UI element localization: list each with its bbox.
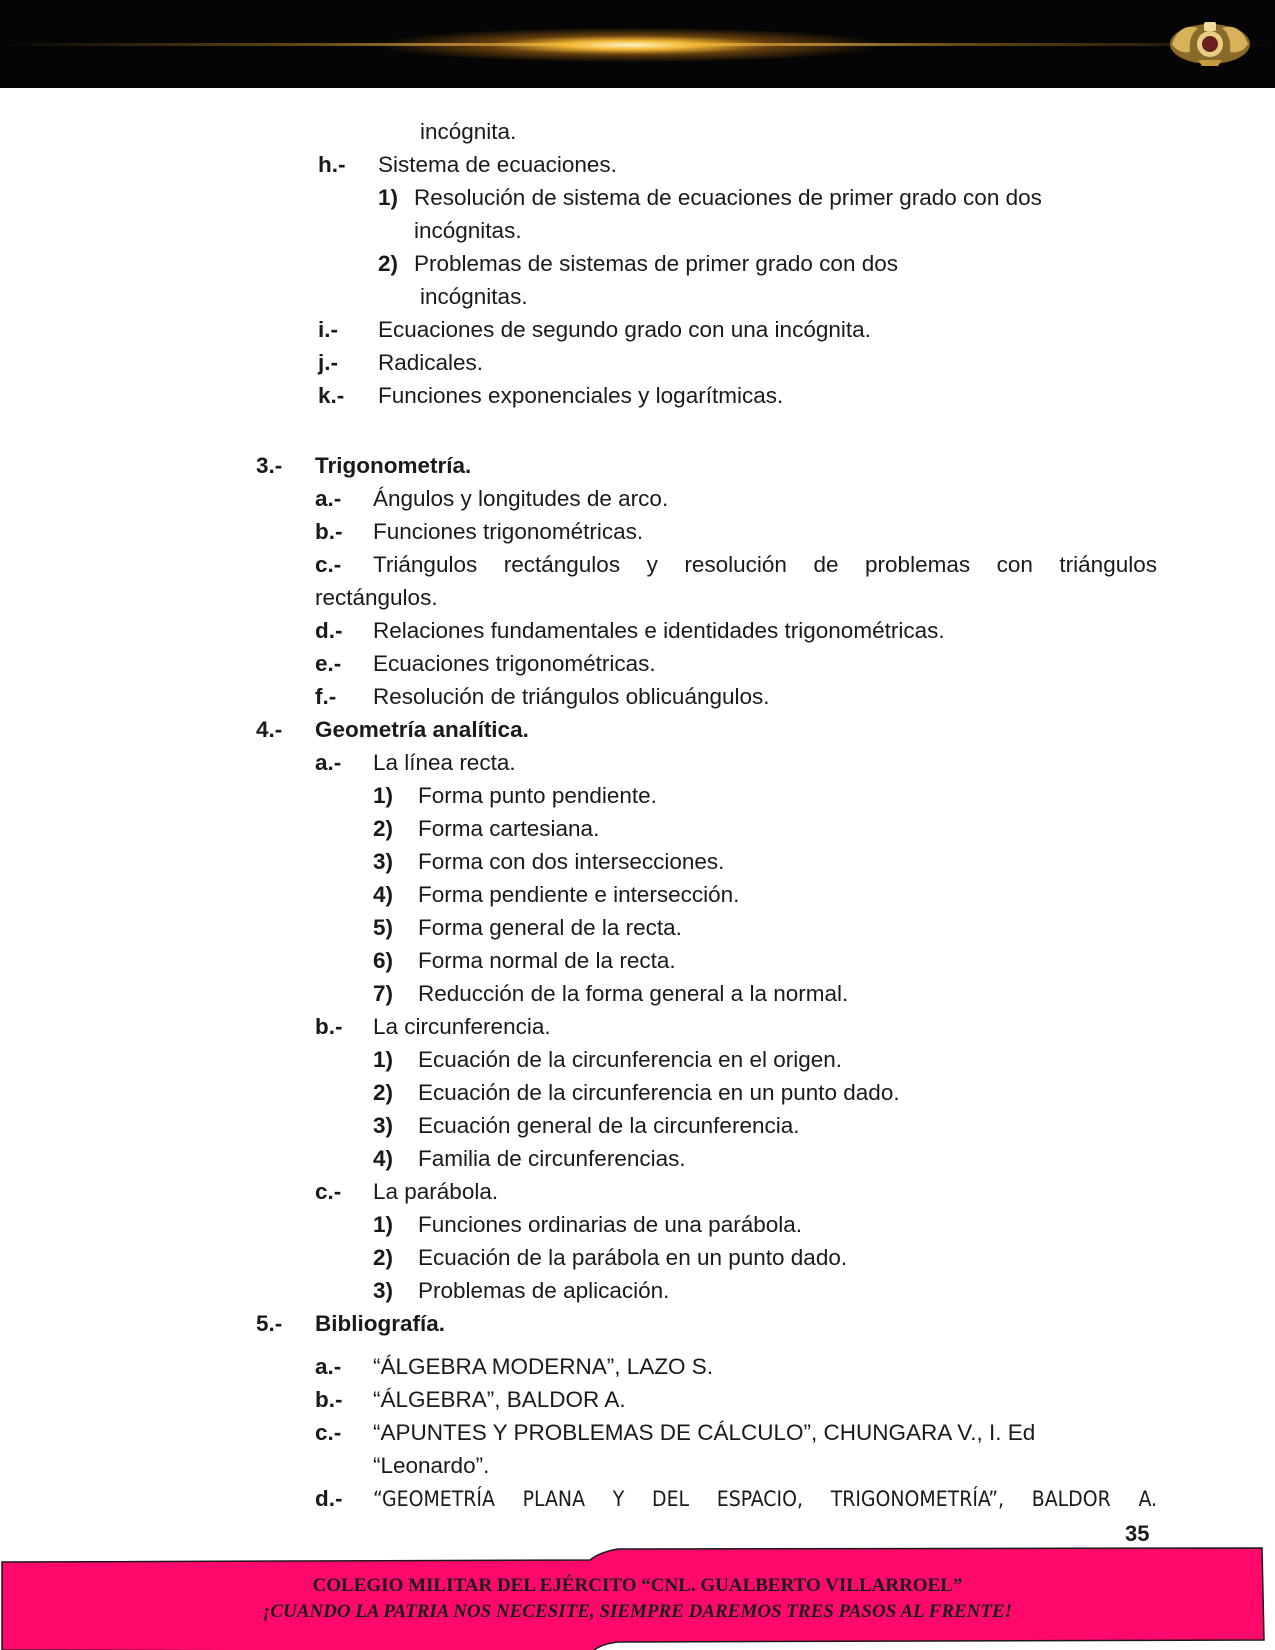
bibliography-entry-continued: “Leonardo”. [373, 1453, 490, 1478]
item-label: d.- [315, 618, 343, 643]
item-label: f.- [315, 684, 337, 709]
item-label: e.- [315, 651, 342, 676]
subitem-number: 2) [373, 816, 394, 841]
bibliography-label: d.- [315, 1486, 343, 1511]
item-text: Ángulos y longitudes de arco. [373, 486, 669, 511]
subitem-text: Funciones ordinarias de una parábola. [418, 1212, 803, 1237]
bibliography-entry: “APUNTES Y PROBLEMAS DE CÁLCULO”, CHUNGARA V., I. Ed [373, 1420, 1036, 1445]
subitem-text: Reducción de la forma general a la normal. [418, 981, 849, 1006]
item-text: Ecuaciones trigonométricas. [373, 651, 656, 676]
subitem-number: 4) [373, 882, 394, 907]
item-text: La circunferencia. [373, 1014, 551, 1039]
subitem-number: 2) [373, 1245, 394, 1270]
item-label: c.- [315, 1179, 342, 1204]
subitem-number: 7) [373, 981, 394, 1006]
item-text: La parábola. [373, 1179, 499, 1204]
subitem-text: Resolución de sistema de ecuaciones de primer grado con dos [414, 185, 1042, 210]
item-text: La línea recta. [373, 750, 516, 775]
item-label: b.- [315, 1014, 343, 1039]
footer-motto: ¡CUANDO LA PATRIA NOS NECESITE, SIEMPRE DAREMOS TRES PASOS AL FRENTE! [262, 1601, 1013, 1622]
subitem-number: 5) [373, 915, 394, 940]
subitem-number: 3) [373, 1113, 394, 1138]
item-label: a.- [315, 486, 342, 511]
section-title-bibliografia: Bibliografía. [315, 1311, 446, 1336]
item-text-j: Radicales. [378, 350, 484, 375]
section-number-5: 5.- [256, 1311, 283, 1336]
subitem-text: Forma pendiente e intersección. [418, 882, 740, 907]
subitem-text: Forma punto pendiente. [418, 783, 657, 808]
subitem-text-continued: incógnitas. [414, 218, 522, 243]
subitem-text: Forma general de la recta. [418, 915, 682, 940]
subitem-number: 6) [373, 948, 394, 973]
item-label-j: j.- [318, 350, 338, 375]
subitem-number: 1) [373, 1212, 394, 1237]
header-light-glow [380, 28, 880, 62]
subitem-text: Ecuación de la circunferencia en un punto dado. [418, 1080, 900, 1105]
bibliography-label: a.- [315, 1354, 342, 1379]
subitem-number: 3) [373, 1278, 394, 1303]
subitem-text: Familia de circunferencias. [418, 1146, 686, 1171]
subitem-text: Forma cartesiana. [418, 816, 600, 841]
bibliography-entry: “ÁLGEBRA MODERNA”, LAZO S. [373, 1354, 714, 1379]
subitem-number: 2) [373, 1080, 394, 1105]
continuation-text: incógnita. [420, 119, 517, 144]
item-text: Relaciones fundamentales e identidades trigonométricas. [373, 618, 945, 643]
subitem-text: Problemas de sistemas de primer grado con dos [414, 251, 898, 276]
subitem-number: 1) [378, 185, 399, 210]
subitem-number: 3) [373, 849, 394, 874]
item-text-h: Sistema de ecuaciones. [378, 152, 617, 177]
item-label: b.- [315, 519, 343, 544]
item-text-i: Ecuaciones de segundo grado con una incógnita. [378, 317, 871, 342]
subitem-text: Forma normal de la recta. [418, 948, 676, 973]
item-text: Triángulos rectángulos y resolución de problemas con triángulos [373, 552, 1157, 577]
subitem-text: Ecuación de la circunferencia en el origen. [418, 1047, 843, 1072]
item-text-continued: rectángulos. [315, 585, 438, 610]
item-text-k: Funciones exponenciales y logarítmicas. [378, 383, 784, 408]
item-label: c.- [315, 552, 342, 577]
subitem-number: 1) [373, 783, 394, 808]
military-crest-icon [1168, 14, 1252, 68]
subitem-number: 4) [373, 1146, 394, 1171]
subitem-text: Ecuación general de la circunferencia. [418, 1113, 800, 1138]
subitem-text-continued: incógnitas. [420, 284, 528, 309]
bibliography-entry: “GEOMETRÍA PLANA Y DEL ESPACIO, TRIGONOMETRÍA”, BALDOR A. [373, 1487, 1157, 1511]
bibliography-entry: “ÁLGEBRA”, BALDOR A. [373, 1387, 626, 1412]
subitem-number: 2) [378, 251, 399, 276]
subitem-text: Problemas de aplicación. [418, 1278, 670, 1303]
section-title-geometria: Geometría analítica. [315, 717, 529, 742]
subitem-text: Ecuación de la parábola en un punto dado. [418, 1245, 848, 1270]
section-title-trigonometria: Trigonometría. [315, 453, 472, 478]
item-label-h: h.- [318, 152, 346, 177]
section-number-4: 4.- [256, 717, 283, 742]
section-number-3: 3.- [256, 453, 283, 478]
page-header [0, 0, 1275, 88]
bibliography-label: b.- [315, 1387, 343, 1412]
footer-school-name: COLEGIO MILITAR DEL EJÉRCITO “CNL. GUALBERTO VILLARROEL” [312, 1575, 963, 1596]
item-label: a.- [315, 750, 342, 775]
subitem-number: 1) [373, 1047, 394, 1072]
page-number: 35 [1125, 1521, 1150, 1546]
item-label-k: k.- [318, 383, 345, 408]
item-label-i: i.- [318, 317, 338, 342]
bibliography-label: c.- [315, 1420, 342, 1445]
subitem-text: Forma con dos intersecciones. [418, 849, 725, 874]
item-text: Resolución de triángulos oblicuángulos. [373, 684, 770, 709]
item-text: Funciones trigonométricas. [373, 519, 644, 544]
